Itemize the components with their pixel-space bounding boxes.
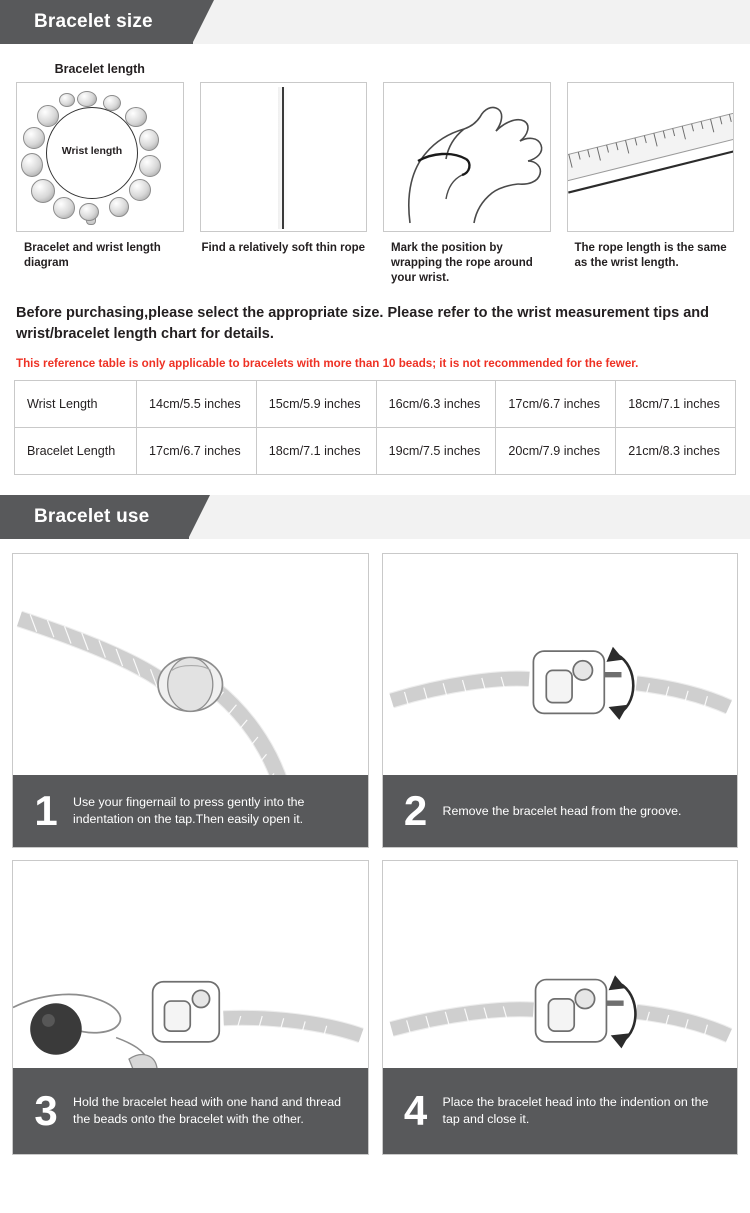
bracelet-diagram-icon	[16, 82, 184, 232]
section-banner-size	[0, 0, 750, 44]
cell-wrist-3: 16cm/6.3 inches	[376, 381, 496, 428]
step-number-2: 2	[403, 787, 428, 835]
bead-icon	[139, 129, 159, 151]
step-caption-2	[383, 775, 738, 847]
usage-step-4	[382, 860, 739, 1155]
thin-rope-icon	[200, 82, 368, 232]
section-title-use: Bracelet use	[0, 495, 189, 539]
usage-steps	[0, 539, 750, 1167]
cell-bracelet-4: 20cm/7.9 inches	[496, 428, 616, 475]
measure-caption-4: The rope length is the same as the wrist length.	[574, 241, 727, 269]
spacer-title-3	[383, 62, 551, 78]
step-caption-3	[13, 1068, 368, 1154]
bead-icon	[125, 107, 147, 127]
section-title-size: Bracelet size	[0, 0, 193, 44]
step-text-3: Hold the bracelet head with one hand and thread the beads onto the bracelet with the other.	[73, 1094, 341, 1127]
measure-caption-3: Mark the position by wrapping the rope around your wrist.	[391, 241, 533, 284]
step-number-4: 4	[403, 1087, 428, 1135]
bead-icon	[109, 197, 129, 217]
step-text-1: Use your fingernail to press gently into the indentation on the tap.Then easily open it.	[73, 794, 305, 827]
bead-icon	[77, 91, 97, 107]
bead-icon	[129, 179, 151, 201]
step-text-2: Remove the bracelet head from the groove.	[442, 803, 682, 818]
usage-step-1	[12, 553, 369, 848]
measure-cell-ruler	[559, 62, 743, 285]
bead-icon	[79, 203, 99, 221]
bead-icon	[139, 155, 161, 177]
measurement-steps	[0, 44, 750, 285]
cell-bracelet-1: 17cm/6.7 inches	[137, 428, 257, 475]
purchase-note: Before purchasing,please select the appropriate size. Please refer to the wrist measurement tips and wrist/bracelet length chart for details.	[16, 305, 710, 343]
cell-wrist-4: 17cm/6.7 inches	[496, 381, 616, 428]
measure-caption-2: Find a relatively soft thin rope	[201, 241, 366, 254]
step-caption-4	[383, 1068, 738, 1154]
spacer-title-4	[567, 62, 735, 78]
measure-cell-rope	[192, 62, 376, 285]
row-header-wrist: Wrist Length	[15, 381, 137, 428]
bracelet-length-label: Bracelet length	[54, 62, 145, 76]
cell-bracelet-3: 19cm/7.5 inches	[376, 428, 496, 475]
reference-table-warning: This reference table is only applicable to bracelets with more than 10 beads; it is not recommended for the fewer.	[16, 357, 639, 371]
measure-cell-diagram	[8, 62, 192, 285]
wrist-length-label: Wrist length	[61, 144, 123, 157]
step-number-3: 3	[34, 1087, 58, 1135]
ruler-rope-icon	[567, 82, 735, 232]
hand-wrist-rope-icon	[383, 82, 551, 232]
ruler-sketch	[568, 83, 734, 231]
usage-step-3	[12, 860, 369, 1155]
step-caption-1	[13, 775, 368, 847]
measure-caption-1: Bracelet and wrist length diagram	[24, 241, 161, 269]
hand-sketch	[392, 89, 551, 227]
bead-icon	[21, 153, 43, 177]
table-row	[15, 381, 736, 428]
bead-icon	[31, 179, 55, 203]
bead-icon	[53, 197, 75, 219]
measure-cell-hand	[375, 62, 559, 285]
step-number-1: 1	[34, 787, 58, 835]
rope-line	[282, 87, 284, 229]
section-banner-use	[0, 495, 750, 539]
bead-icon	[37, 105, 59, 127]
size-chart-table	[14, 380, 736, 475]
row-header-bracelet: Bracelet Length	[15, 428, 137, 475]
cell-wrist-5: 18cm/7.1 inches	[616, 381, 736, 428]
usage-step-2	[382, 553, 739, 848]
bead-icon	[103, 95, 121, 111]
bead-icon	[23, 127, 45, 149]
step-text-4: Place the bracelet head into the indention on the tap and close it.	[442, 1094, 709, 1127]
table-row	[15, 428, 736, 475]
spacer-title-2	[200, 62, 368, 78]
cell-wrist-2: 15cm/5.9 inches	[256, 381, 376, 428]
cell-bracelet-2: 18cm/7.1 inches	[256, 428, 376, 475]
bead-icon	[59, 93, 75, 107]
cell-bracelet-5: 21cm/8.3 inches	[616, 428, 736, 475]
cell-wrist-1: 14cm/5.5 inches	[137, 381, 257, 428]
